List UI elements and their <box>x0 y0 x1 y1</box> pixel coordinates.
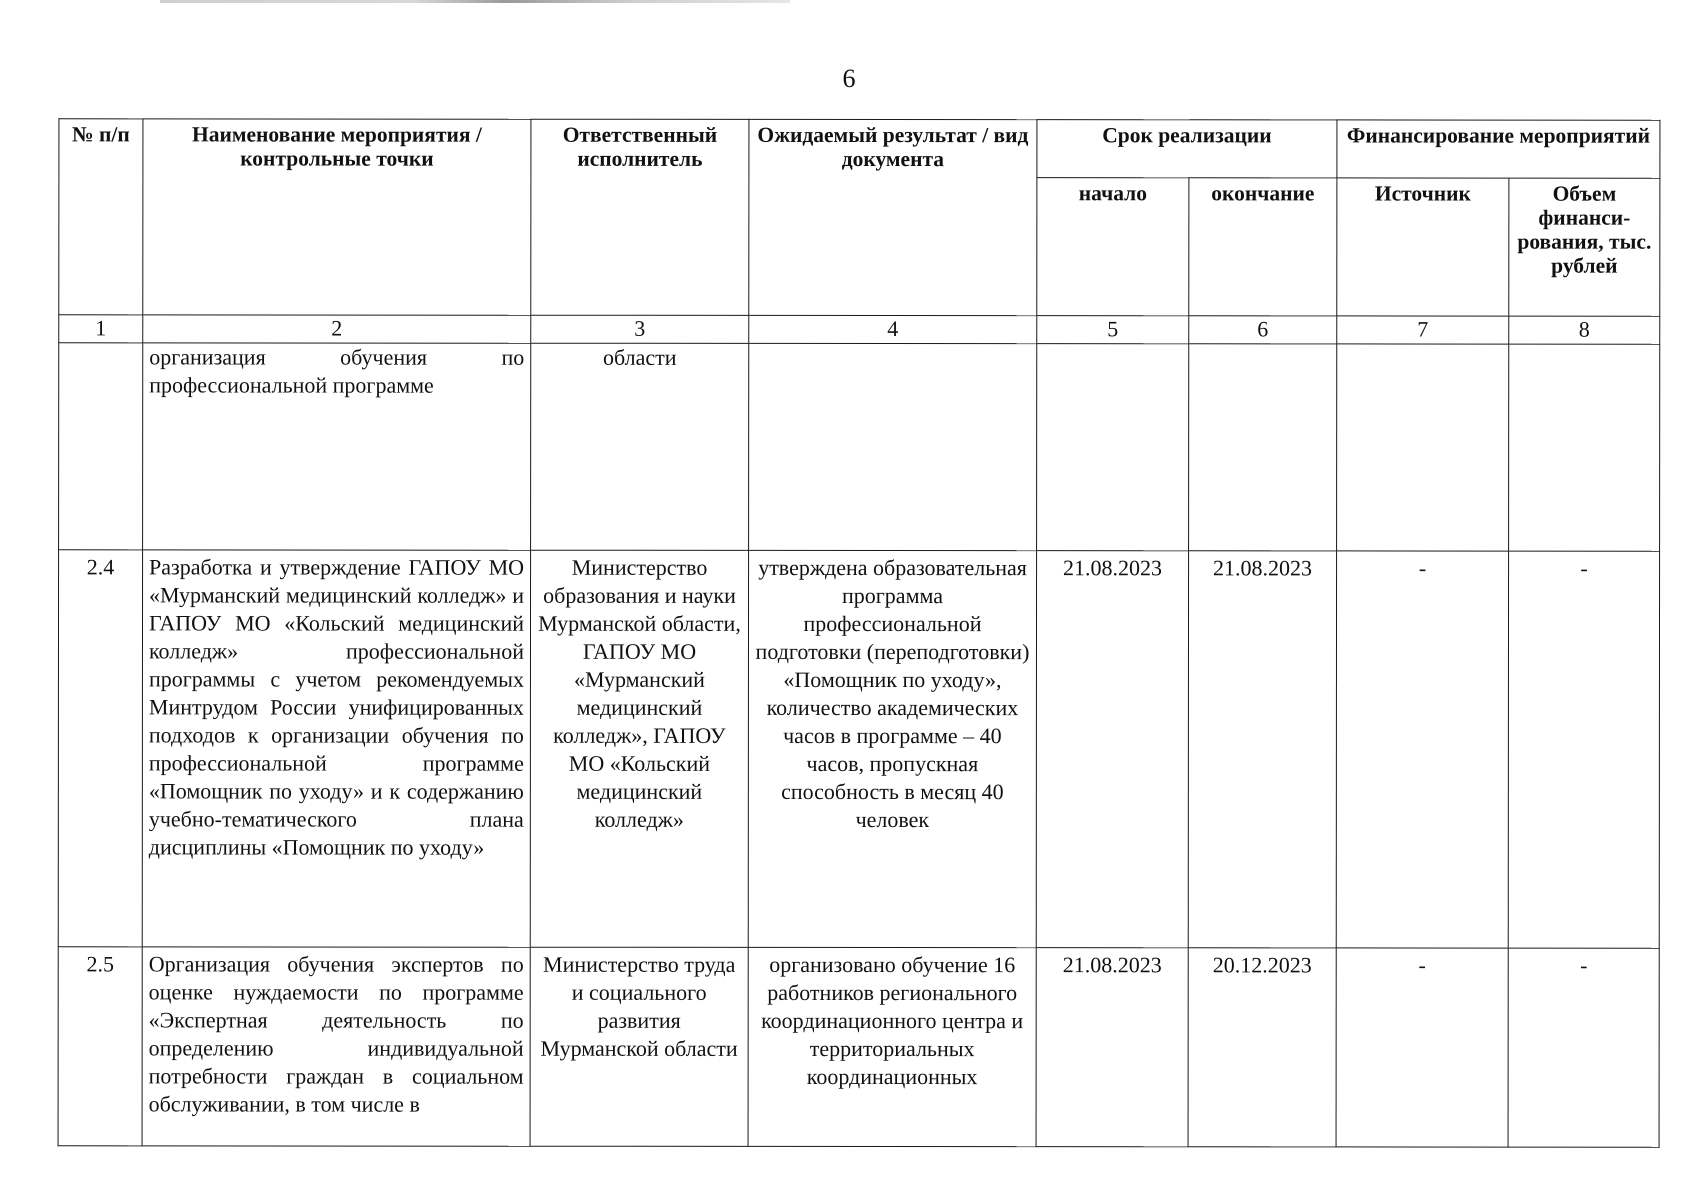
page-number: 6 <box>842 64 856 93</box>
column-number: 6 <box>1189 316 1337 344</box>
header-fin-volume: Объем финанси-рования, тыс. рублей <box>1509 178 1660 316</box>
row-responsible: Министерство образования и науки Мурманской области, ГАПОУ МО «Мурманский медицинский колледж», ГАПОУ МО «Кольский медицинский колледж» <box>530 550 748 947</box>
header-term-start: начало <box>1037 178 1189 316</box>
row-start: 21.08.2023 <box>1036 551 1188 948</box>
header-name: Наименование мероприятия / контрольные точки <box>143 119 531 315</box>
column-number: 1 <box>59 315 143 343</box>
row-result: утверждена образовательная программа профессиональной подготовки (переподготовки) «Помощник по уходу», количество академических часов в программе – 40 часов, пропускная способность в месяц 40 человек <box>748 550 1036 947</box>
row-end: 21.08.2023 <box>1188 551 1336 948</box>
header-num: № п/п <box>59 119 143 315</box>
row-name: Разработка и утверждение ГАПОУ МО «Мурманский медицинский колледж» и ГАПОУ МО «Кольский медицинский колледж» профессиональной программы с учетом рекомендуемых Минтрудом России унифицированных подходов к организации обучения по профессиональной программе «Помощник по уходу» и к содержанию учебно-тематического плана дисциплины «Помощник по уходу» <box>142 550 530 947</box>
row-num: 2.5 <box>58 947 142 1146</box>
row-num <box>59 343 143 550</box>
column-number: 3 <box>531 315 749 343</box>
row-name: Организация обучения экспертов по оценке нуждаемости по программе «Экспертная деятельность по определению индивидуальной потребности граждан в социальном обслуживании, в том числе в <box>142 947 530 1146</box>
row-result: организовано обучение 16 работников регионального координационного центра и территориальных координационных <box>748 947 1036 1146</box>
scan-artifact-line <box>160 0 790 3</box>
table-row <box>59 343 1660 551</box>
header-term: Срок реализации <box>1037 120 1337 178</box>
column-number: 8 <box>1509 316 1660 344</box>
table-row <box>58 550 1659 948</box>
header-result: Ожидаемый результат / вид документа <box>749 119 1037 315</box>
row-volume: - <box>1508 551 1659 948</box>
column-number: 4 <box>749 315 1037 343</box>
table-row <box>58 947 1659 1147</box>
row-responsible: Министерство труда и социального развития Мурманской области <box>530 947 748 1146</box>
column-number: 5 <box>1037 316 1189 344</box>
measures-table <box>58 118 1661 1147</box>
row-volume <box>1509 344 1660 551</box>
header-fin-source: Источник <box>1337 178 1509 316</box>
row-name: организация обучения по профессиональной программе <box>143 343 531 550</box>
row-source: - <box>1336 948 1508 1147</box>
header-responsible: Ответственный исполнитель <box>531 119 749 315</box>
row-start: 21.08.2023 <box>1036 948 1188 1147</box>
header-financing: Финансирование мероприятий <box>1337 120 1660 178</box>
header-term-end: окончание <box>1189 178 1337 316</box>
row-end: 20.12.2023 <box>1188 948 1336 1147</box>
row-start <box>1037 344 1189 551</box>
row-end <box>1189 344 1337 551</box>
row-source: - <box>1336 551 1508 948</box>
row-result <box>749 343 1037 550</box>
row-source <box>1337 344 1509 551</box>
row-num: 2.4 <box>58 550 142 947</box>
column-number: 7 <box>1337 316 1509 344</box>
row-volume: - <box>1508 948 1659 1147</box>
row-responsible: области <box>531 343 749 550</box>
column-number: 2 <box>143 315 531 343</box>
